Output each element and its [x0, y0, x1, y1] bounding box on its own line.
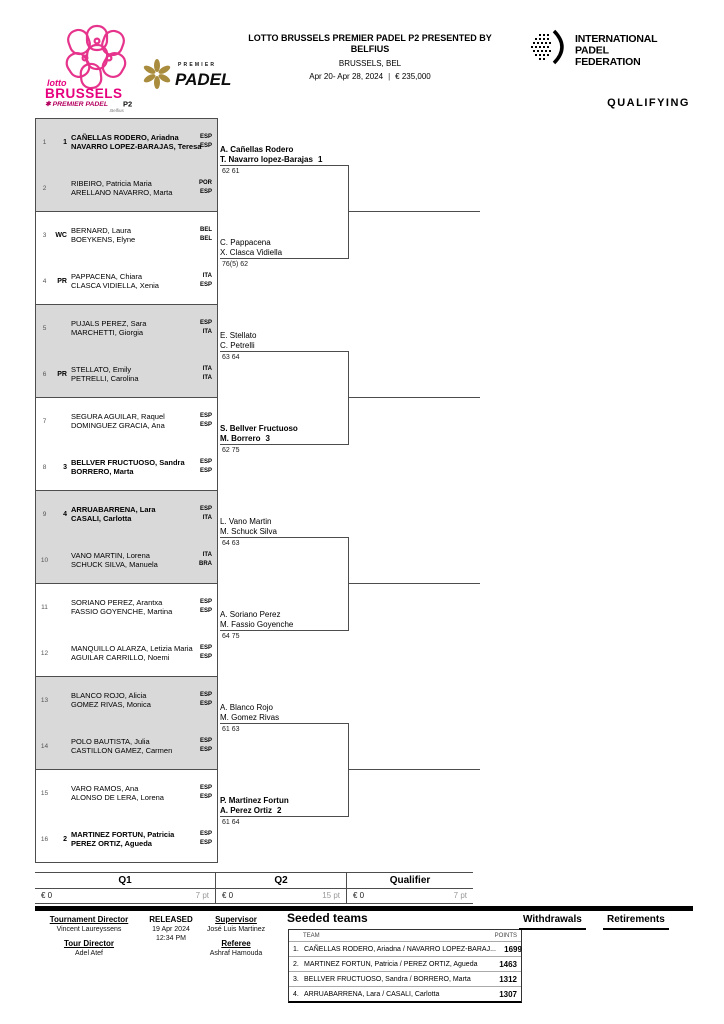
bracket-team — [36, 816, 217, 862]
bracket-team — [36, 584, 217, 630]
draw-position: 8 — [42, 463, 47, 471]
player-name: CLASCA VIDIELLA, Xenia — [71, 281, 159, 290]
country-code: ESP — [199, 701, 212, 707]
winner-name-line: A. Perez Ortiz — [220, 806, 273, 815]
qualifier-line — [349, 397, 480, 398]
player-name: SCHUCK SILVA, Manuela — [71, 560, 158, 569]
released-time: 12:34 PM — [156, 935, 186, 942]
bracket-team — [36, 444, 217, 490]
player-name: MARTINEZ FORTUN, Patricia — [71, 829, 175, 839]
player-name: MANQUILLO ALARZA, Letizia Maria — [71, 643, 193, 653]
retirements-header: Retirements — [603, 914, 669, 930]
tournament-title-line2: BELFIUS — [350, 44, 390, 54]
qualifier-line — [349, 769, 480, 770]
rounds-table — [35, 872, 473, 904]
round-points: 15 pt — [322, 891, 340, 900]
seeded-team-name: ARRUABARRENA, Lara / CASALI, Carlotta — [304, 990, 440, 998]
winner-name: M. Fassio Goyenche — [220, 620, 294, 629]
winner-name — [220, 434, 348, 444]
country-code: ESP — [199, 412, 212, 419]
round2-team-slot — [220, 515, 348, 538]
ipf-line3: FEDERATION — [575, 56, 641, 68]
country-code: ITA — [202, 375, 212, 381]
match-score: 61 63 — [222, 726, 240, 733]
qualifier-line — [349, 211, 480, 212]
city-wordmark: BRUSSELS — [45, 86, 123, 101]
seeded-teams-header — [289, 930, 521, 941]
country-code: BEL — [200, 236, 212, 242]
draw-position: 10 — [40, 556, 49, 564]
player-name: PETRELLI, Carolina — [71, 374, 139, 383]
bracket-connector — [348, 351, 349, 445]
draw-position: 14 — [40, 742, 49, 750]
player-name: GOMEZ RIVAS, Monica — [71, 700, 151, 709]
bracket-team — [36, 537, 217, 583]
bracket-team — [36, 770, 217, 816]
draw-position: 16 — [40, 835, 49, 843]
player-name: SEGURA AGUILAR, Raquel — [71, 411, 165, 421]
withdrawals-header: Withdrawals — [519, 914, 586, 930]
player-name: AGUILAR CARRILLO, Noemi — [71, 653, 170, 662]
supervisor-label: Supervisor — [215, 915, 257, 924]
tournament-location: BRUSSELS, BEL — [338, 59, 402, 68]
padel-label: PADEL — [175, 70, 232, 89]
player-name: FASSIO GOYENCHE, Martina — [71, 607, 173, 616]
player-name: SORIANO PEREZ, Arantxa — [71, 597, 163, 607]
draw-position: 4 — [42, 277, 47, 285]
country-code: BRA — [199, 561, 212, 567]
winner-name: C. Petrelli — [220, 341, 255, 350]
country-code: ESP — [199, 784, 212, 791]
seed-rank: 2. — [293, 960, 299, 968]
bracket-team — [36, 630, 217, 676]
country-code: ESP — [199, 794, 212, 800]
player-name: VANO MARTIN, Lorena — [71, 550, 150, 560]
draw-position: 1 — [42, 138, 47, 146]
presenter-wordmark: .Belfius — [109, 108, 124, 113]
country-code: ESP — [199, 189, 212, 195]
rounds-header-row — [35, 873, 473, 889]
bracket-match-box — [35, 676, 218, 770]
draw-position: 7 — [42, 417, 47, 425]
tournament-dates — [222, 72, 518, 81]
seed-rank: 4. — [293, 990, 299, 998]
round-prize: € 0 — [222, 891, 234, 900]
round2-team-slot — [220, 143, 348, 166]
released-label: RELEASED — [149, 915, 193, 924]
winner-name-line: M. Borrero — [220, 434, 261, 443]
seed-number: 1 — [317, 155, 323, 164]
bracket-match-box — [35, 397, 218, 491]
player-name: CAÑELLAS RODERO, Ariadna — [71, 132, 179, 142]
country-code: ITA — [202, 551, 212, 558]
officials-block — [35, 915, 143, 957]
player-name: BLANCO ROJO, Alicia — [71, 690, 147, 700]
country-code: ESP — [199, 319, 212, 326]
country-code: ESP — [199, 691, 212, 698]
points-column-header: POINTS — [494, 933, 517, 939]
bracket-match-box — [35, 118, 218, 212]
bracket-team — [36, 119, 217, 165]
bracket-team — [36, 491, 217, 537]
seed-number: 3 — [265, 434, 270, 443]
seeded-team-points: 1699 — [504, 944, 522, 954]
winner-name — [220, 155, 348, 165]
seed-code: 2 — [63, 835, 67, 843]
player-name: ALONSO DE LERA, Lorena — [71, 793, 164, 802]
winner-name-line: T. Navarro lopez-Barajas — [220, 155, 313, 164]
draw-position: 3 — [42, 231, 47, 239]
ipf-line1: INTERNATIONAL — [575, 33, 658, 45]
released-block — [143, 915, 199, 942]
match-score: 64 63 — [222, 540, 240, 547]
player-name: NAVARRO LOPEZ-BARAJAS, Teresa — [71, 142, 202, 151]
seeded-team-points: 1463 — [499, 959, 517, 969]
seed-code: 1 — [63, 138, 67, 146]
country-code: ESP — [199, 143, 212, 149]
player-name: PUJALS PEREZ, Sara — [71, 318, 147, 328]
ball-curve-icon — [554, 31, 562, 63]
round-name: Q2 — [216, 873, 347, 888]
country-code: ITA — [202, 272, 212, 279]
player-name: CASTILLON GAMEZ, Carmen — [71, 746, 173, 755]
bracket-match-box — [35, 304, 218, 398]
premier-label: PREMIER — [178, 62, 217, 68]
padel-ball-icon — [531, 34, 551, 60]
winner-name: E. Stellato — [220, 331, 257, 340]
match-score: 76(5) 62 — [222, 261, 249, 268]
seeded-team-name: BELLVER FRUCTUOSO, Sandra / BORRERO, Marta — [304, 975, 471, 983]
seeded-teams-table — [288, 929, 522, 1003]
lotto-wordmark: lotto — [47, 78, 67, 88]
prize-money: € 235,000 — [395, 72, 431, 81]
series-wordmark: ✱ PREMIER PADEL — [45, 101, 108, 108]
country-code: ITA — [202, 515, 212, 521]
round-name: Q1 — [35, 873, 216, 888]
winner-name: A. Soriano Perez — [220, 610, 281, 619]
round2-team-slot — [220, 794, 348, 817]
country-code: ESP — [199, 598, 212, 605]
bracket-team — [36, 677, 217, 723]
bracket-connector — [348, 723, 349, 817]
draw-position: 9 — [42, 510, 47, 518]
draw-position: 11 — [41, 603, 48, 611]
player-name: DOMINGUEZ GRACIA, Ana — [71, 421, 165, 430]
bracket-team — [36, 258, 217, 304]
winner-name: X. Clasca Vidiella — [220, 248, 283, 257]
draw-position: 2 — [42, 184, 47, 192]
seed-code: PR — [57, 277, 67, 285]
bracket-match-box — [35, 769, 218, 863]
country-code: ITA — [202, 329, 212, 335]
winner-name: A. Cañellas Rodero — [220, 145, 294, 154]
supervisor-name: José Luis Martinez — [206, 926, 266, 933]
seeded-team-points: 1312 — [499, 974, 517, 984]
premier-padel-star-icon — [143, 59, 172, 89]
winner-name: M. Schuck Silva — [220, 527, 277, 536]
player-name: BORRERO, Marta — [71, 467, 134, 476]
bracket-connector — [348, 537, 349, 631]
country-code: ITA — [202, 365, 212, 372]
player-name: MARCHETTI, Giorgia — [71, 328, 144, 337]
divider: | — [388, 72, 391, 81]
ipf-line2: PADEL — [575, 44, 609, 57]
tier-wordmark: P2 — [123, 99, 133, 109]
bracket-match-box — [35, 583, 218, 677]
winner-name: L. Vano Martin — [220, 517, 272, 526]
country-code: ESP — [199, 133, 212, 140]
round-name: Qualifier — [389, 875, 431, 886]
bracket-team — [36, 305, 217, 351]
team-column-header: TEAM — [303, 933, 320, 939]
country-code: BEL — [200, 226, 212, 233]
country-code: ESP — [199, 505, 212, 512]
round-prize: € 0 — [41, 891, 53, 900]
seed-rank: 1. — [293, 945, 299, 953]
seed-code: WC — [55, 231, 67, 239]
match-score: 62 75 — [222, 447, 240, 454]
seeded-team-name: CAÑELLAS RODERO, Ariadna / NAVARRO LOPEZ-BARAJ... — [304, 945, 496, 953]
seed-code: 3 — [63, 463, 67, 471]
tournament-director-label: Tournament Director — [49, 915, 129, 924]
referee-label: Referee — [221, 939, 251, 948]
ipf-logo — [529, 30, 694, 75]
seeded-teams-title: Seeded teams — [287, 911, 368, 925]
player-name: STELLATO, Emily — [71, 364, 132, 374]
tour-director-name: Adel Atef — [74, 950, 104, 957]
bracket-team — [36, 398, 217, 444]
winner-name: P. Martinez Fortun — [220, 796, 289, 805]
seed-rank: 3. — [293, 975, 299, 983]
tour-director-label: Tour Director — [63, 939, 115, 948]
seeded-team-row — [289, 956, 521, 971]
match-score: 61 64 — [222, 819, 240, 826]
round-points: 7 pt — [195, 891, 209, 900]
tournament-director-name: Vincent Laureyssens — [56, 926, 122, 933]
player-name: RIBEIRO, Patricia Maria — [71, 178, 152, 188]
round-prize: € 0 — [353, 891, 365, 900]
player-name: CASALI, Carlotta — [71, 514, 132, 523]
round2-team-slot — [220, 608, 348, 631]
player-name: BELLVER FRUCTUOSO, Sandra — [71, 457, 185, 467]
player-name: VARO RAMOS, Ana — [71, 783, 139, 793]
match-score: 64 75 — [222, 633, 240, 640]
seeded-team-row — [289, 941, 521, 956]
racket-cluster-icon — [63, 26, 129, 89]
draw-position: 6 — [42, 370, 47, 378]
date-range: Apr 20- Apr 28, 2024 — [309, 72, 384, 81]
rounds-prize-row — [35, 889, 473, 903]
country-code: ESP — [199, 747, 212, 753]
player-name: POLO BAUTISTA, Julia — [71, 736, 150, 746]
referee-name: Ashraf Hamouda — [209, 950, 263, 957]
bracket-match-box — [35, 211, 218, 305]
winner-name: S. Bellver Fructuoso — [220, 424, 298, 433]
round-points: 7 pt — [453, 891, 467, 900]
round2-team-slot — [220, 701, 348, 724]
player-name: ARELLANO NAVARRO, Marta — [71, 188, 173, 197]
country-code: ESP — [199, 458, 212, 465]
qualifier-line — [349, 583, 480, 584]
winner-name: A. Blanco Rojo — [220, 703, 273, 712]
player-name: BOEYKENS, Elyne — [71, 235, 136, 244]
bracket-team — [36, 351, 217, 397]
round2-team-slot — [220, 329, 348, 352]
country-code: ESP — [199, 608, 212, 614]
winner-name: M. Gomez Rivas — [220, 713, 280, 722]
country-code: ESP — [199, 830, 212, 837]
country-code: ESP — [199, 840, 212, 846]
seed-code: PR — [57, 370, 67, 378]
country-code: ESP — [199, 282, 212, 288]
supervisor-block — [199, 915, 273, 957]
draw-position: 13 — [40, 696, 49, 704]
bracket-team — [36, 165, 217, 211]
player-name: PAPPACENA, Chiara — [71, 271, 142, 281]
country-code: ESP — [199, 644, 212, 651]
seeded-team-name: MARTINEZ FORTUN, Patricia / PEREZ ORTIZ, Agueda — [304, 960, 478, 968]
winner-name — [220, 806, 348, 816]
player-name: PEREZ ORTIZ, Agueda — [71, 839, 152, 848]
country-code: ESP — [199, 468, 212, 474]
seeded-team-row — [289, 986, 521, 1001]
released-date: 19 Apr 2024 — [152, 926, 190, 933]
tournament-title-block — [222, 33, 518, 81]
winner-name: C. Pappacena — [220, 238, 271, 247]
seeded-team-points: 1307 — [499, 989, 517, 999]
match-score: 62 61 — [222, 168, 240, 175]
seed-number: 2 — [277, 806, 282, 815]
draw-position: 12 — [40, 649, 49, 657]
bracket-team — [36, 212, 217, 258]
bracket-team — [36, 723, 217, 769]
bracket-match-box — [35, 490, 218, 584]
round2-team-slot — [220, 422, 348, 445]
draw-position: 5 — [42, 324, 47, 332]
seeded-team-row — [289, 971, 521, 986]
round2-team-slot — [220, 236, 348, 259]
country-code: ESP — [199, 737, 212, 744]
tournament-title-line1: LOTTO BRUSSELS PREMIER PADEL P2 PRESENTED BY — [248, 33, 492, 43]
country-code: POR — [198, 179, 212, 186]
player-name: ARRUABARRENA, Lara — [71, 504, 156, 514]
draw-position: 15 — [40, 789, 49, 797]
bracket-connector — [348, 165, 349, 259]
match-score: 63 64 — [222, 354, 240, 361]
stage-label: QUALIFYING — [607, 97, 690, 109]
seed-code: 4 — [63, 510, 67, 518]
player-name: BERNARD, Laura — [71, 225, 132, 235]
country-code: ESP — [199, 422, 212, 428]
country-code: ESP — [199, 654, 212, 660]
